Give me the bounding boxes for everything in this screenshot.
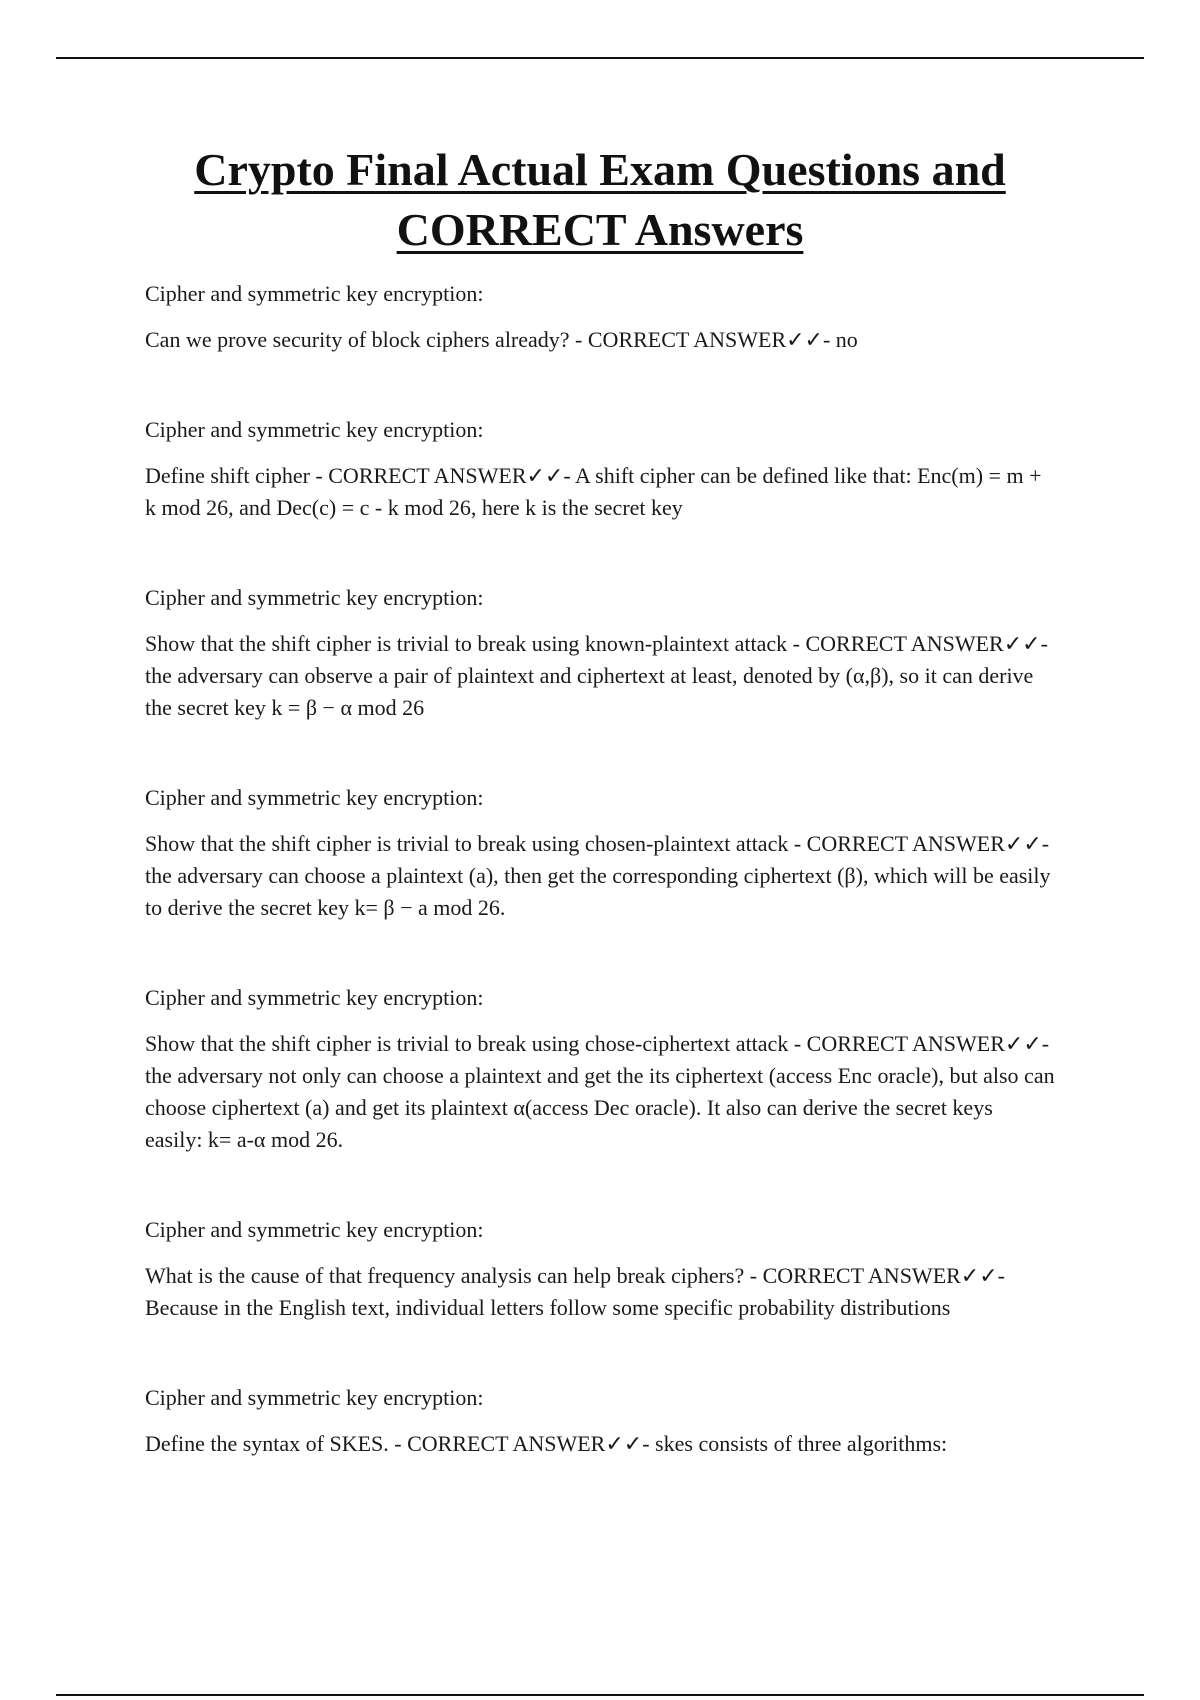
qa-category: Cipher and symmetric key encryption: — [145, 785, 484, 810]
qa-category: Cipher and symmetric key encryption: — [145, 585, 484, 610]
spacer — [145, 524, 1055, 584]
qa-category: Cipher and symmetric key encryption: — [145, 417, 484, 442]
qa-category: Cipher and symmetric key encryption: — [145, 1385, 484, 1410]
qa-item — [145, 584, 1055, 724]
qa-text: Show that the shift cipher is trivial to break using chosen-plaintext attack - CORRECT ANSWER✓✓- the adversary can choose a plaintext (a), then get the corresponding ciphertext (β), which will be easily to derive the secret key k= β − a mod 26. — [145, 831, 1051, 920]
qa-item — [145, 416, 1055, 524]
spacer — [145, 924, 1055, 984]
qa-list — [145, 280, 1055, 1460]
spacer — [145, 1324, 1055, 1384]
document-title: Crypto Final Actual Exam Questions and CORRECT Answers — [194, 144, 1006, 255]
qa-text: Can we prove security of block ciphers already? - CORRECT ANSWER✓✓- no — [145, 327, 858, 352]
spacer — [145, 724, 1055, 784]
spacer — [145, 1156, 1055, 1216]
qa-category: Cipher and symmetric key encryption: — [145, 281, 484, 306]
qa-item — [145, 984, 1055, 1156]
top-rule — [56, 57, 1144, 59]
qa-category: Cipher and symmetric key encryption: — [145, 985, 484, 1010]
qa-item — [145, 280, 1055, 356]
qa-text: Show that the shift cipher is trivial to break using chose-ciphertext attack - CORRECT ANSWER✓✓- the adversary not only can choose a plaintext and get the its ciphertext (access Enc oracle), but also can choose ciphertext (a) and get its plaintext α(access Dec oracle). It also can derive the secret keys easily: k= a-α mod 26. — [145, 1031, 1055, 1152]
qa-text: Define the syntax of SKES. - CORRECT ANSWER✓✓- skes consists of three algorithms: — [145, 1431, 948, 1456]
qa-item — [145, 784, 1055, 924]
qa-category: Cipher and symmetric key encryption: — [145, 1217, 484, 1242]
bottom-rule — [56, 1694, 1144, 1696]
qa-text: What is the cause of that frequency analysis can help break ciphers? - CORRECT ANSWER✓✓- Because in the English text, individual letters follow some specific probability distributions — [145, 1263, 1005, 1320]
qa-text: Show that the shift cipher is trivial to break using known-plaintext attack - CORRECT ANSWER✓✓- the adversary can observe a pair of plaintext and ciphertext at least, denoted by (α,β), so it can derive the secret key k = β − α mod 26 — [145, 631, 1048, 720]
document-page — [145, 140, 1055, 1460]
spacer — [145, 356, 1055, 416]
qa-item — [145, 1384, 1055, 1460]
qa-text: Define shift cipher - CORRECT ANSWER✓✓- A shift cipher can be defined like that: Enc(m) = m + k mod 26, and Dec(c) = c - k mod 26, here k is the secret key — [145, 463, 1042, 520]
qa-item — [145, 1216, 1055, 1324]
